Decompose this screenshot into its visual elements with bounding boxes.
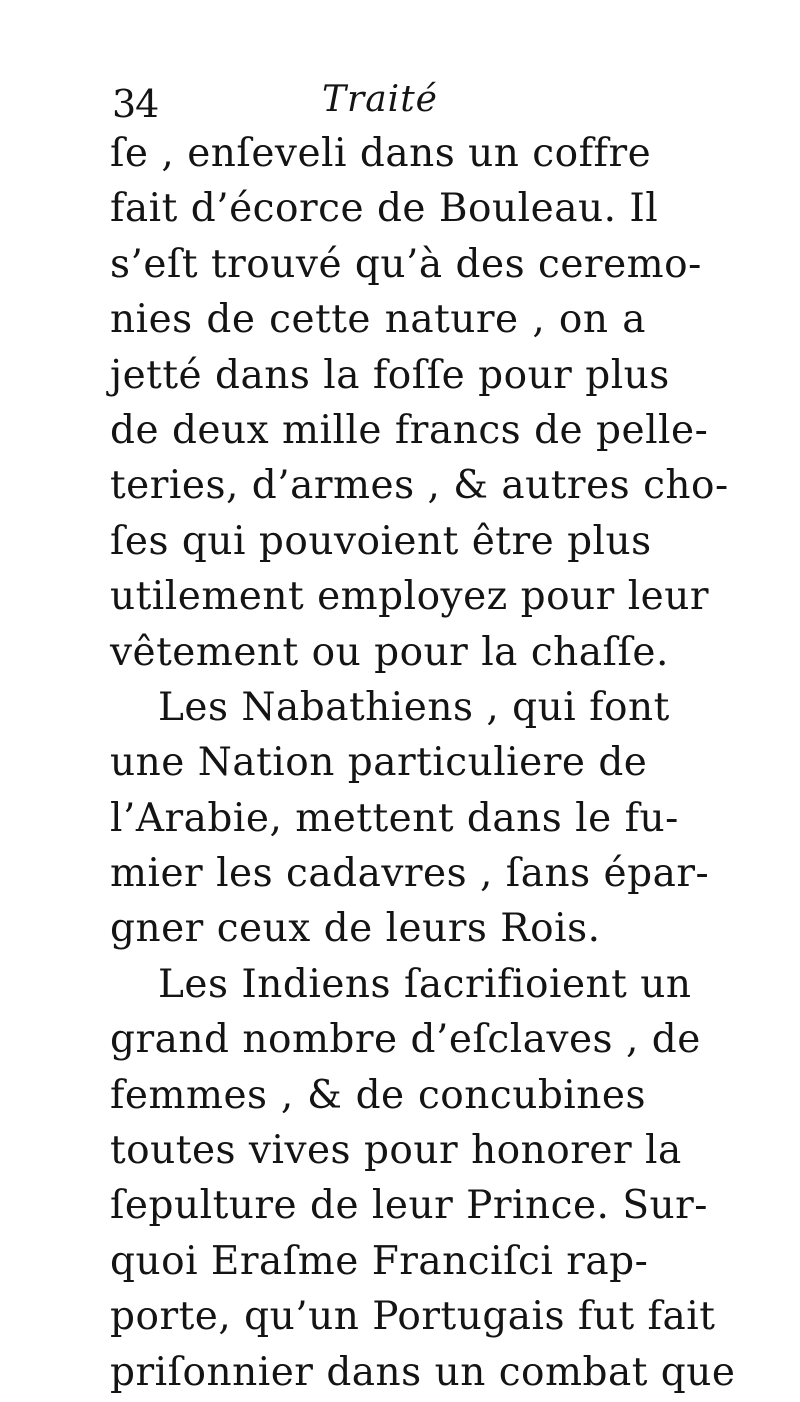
page-header bbox=[112, 78, 652, 130]
text-line: l’Arabie, mettent dans le fu- bbox=[110, 795, 679, 841]
text-line: femmes , & de concubines bbox=[110, 1072, 646, 1118]
text-line: porte, qu’un Portugais fut fait bbox=[110, 1294, 716, 1340]
text-line: priſonnier dans un combat que bbox=[110, 1349, 736, 1395]
text-line: gner ceux de leurs Rois. bbox=[110, 906, 601, 952]
paragraph-start-line: Les Indiens ſacrifioient un bbox=[158, 961, 692, 1007]
text-line: ſepulture de leur Prince. Sur- bbox=[110, 1183, 708, 1229]
text-line: de deux mille francs de pelle- bbox=[110, 407, 709, 453]
text-line: s’eſt trouvé qu’à des ceremo- bbox=[110, 241, 702, 287]
text-line: teries, d’armes , & autres cho- bbox=[110, 463, 729, 509]
body-text bbox=[110, 126, 736, 1400]
text-line: mier les cadavres , ſans épar- bbox=[110, 851, 710, 897]
text-line: ſes qui pouvoient être plus bbox=[110, 518, 652, 564]
text-line: utilement employez pour leur bbox=[110, 574, 710, 620]
text-line: fait d’écorce de Bouleau. Il bbox=[110, 186, 659, 232]
text-line: grand nombre d’eſclaves , de bbox=[110, 1017, 701, 1063]
text-line: ſe , enſeveli dans un coffre bbox=[110, 131, 652, 176]
text-line: une Nation particuliere de bbox=[110, 740, 648, 786]
text-line: nies de cette nature , on a bbox=[110, 297, 646, 343]
text-line: quoi Eraſme Franciſci rap- bbox=[110, 1238, 649, 1284]
running-title: Traité bbox=[322, 79, 438, 120]
page-number: 34 bbox=[112, 82, 159, 126]
text-line: toutes vives pour honorer la bbox=[110, 1128, 682, 1174]
text-line: vêtement ou pour la chaſſe. bbox=[110, 629, 669, 675]
text-line: jetté dans la foſſe pour plus bbox=[110, 352, 670, 398]
paragraph-start-line: Les Nabathiens , qui font bbox=[158, 684, 670, 730]
